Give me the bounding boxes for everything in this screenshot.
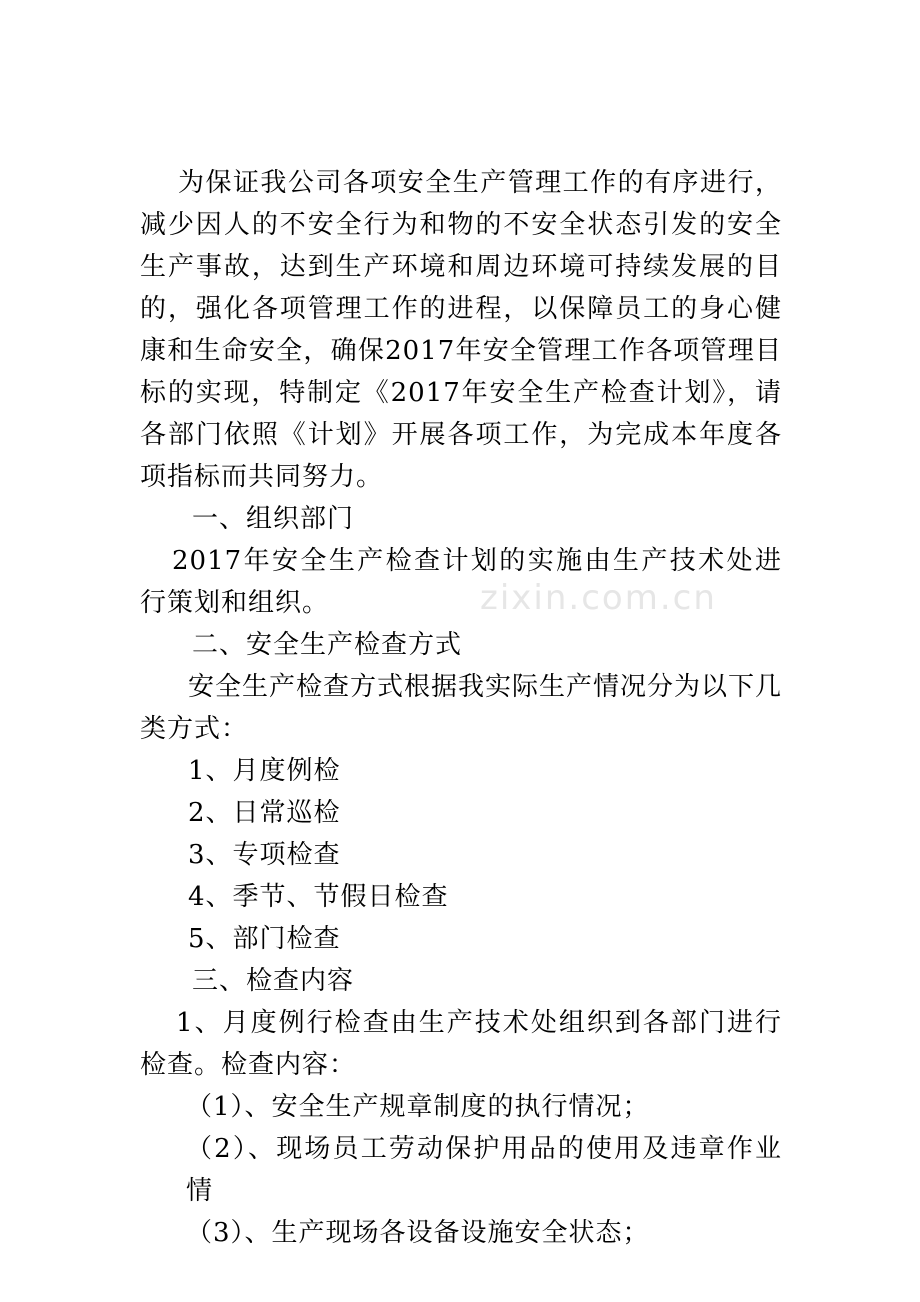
section1-heading: 一、组织部门: [192, 504, 355, 534]
list-item: 2、日常巡检: [188, 798, 341, 828]
section3-heading: 三、检查内容: [192, 966, 355, 996]
list-item: （1）、安全生产规章制度的执行情况；: [186, 1092, 650, 1122]
section2-body: 安全生产检查方式根据我实际生产情况分为以下几类方式：: [140, 672, 783, 744]
list-item: （2）、现场员工劳动保护用品的使用及违章作业情: [186, 1134, 782, 1206]
list-item: 1、月度例检: [188, 756, 341, 786]
list-item: （3）、生产现场各设备设施安全状态；: [186, 1218, 650, 1248]
document-body: [140, 162, 782, 1254]
list-item: 5、部门检查: [188, 924, 341, 954]
section3-body: 1、月度例行检查由生产技术处组织到各部门进行检查。检查内容：: [140, 1008, 782, 1080]
section2-heading: 二、安全生产检查方式: [192, 630, 463, 660]
watermark: zixin.com.cn: [480, 578, 717, 618]
list-item: 3、专项检查: [188, 840, 341, 870]
list-item: 4、季节、节假日检查: [188, 882, 449, 912]
intro-paragraph: 为保证我公司各项安全生产管理工作的有序进行，减少因人的不安全行为和物的不安全状态引发的安全生产事故，达到生产环境和周边环境可持续发展的目的，强化各项管理工作的进程，以保障员工的身心健康和生命安全，确保2017年安全管理工作各项管理目标的实现，特制定《2017年安全生产检查计划》，请各部门依照《计划》开展各项工作，为完成本年度各项指标而共同努力。: [140, 168, 782, 492]
section1-body: 2017年安全生产检查计划的实施由生产技术处进行策划和组织。: [140, 546, 782, 618]
